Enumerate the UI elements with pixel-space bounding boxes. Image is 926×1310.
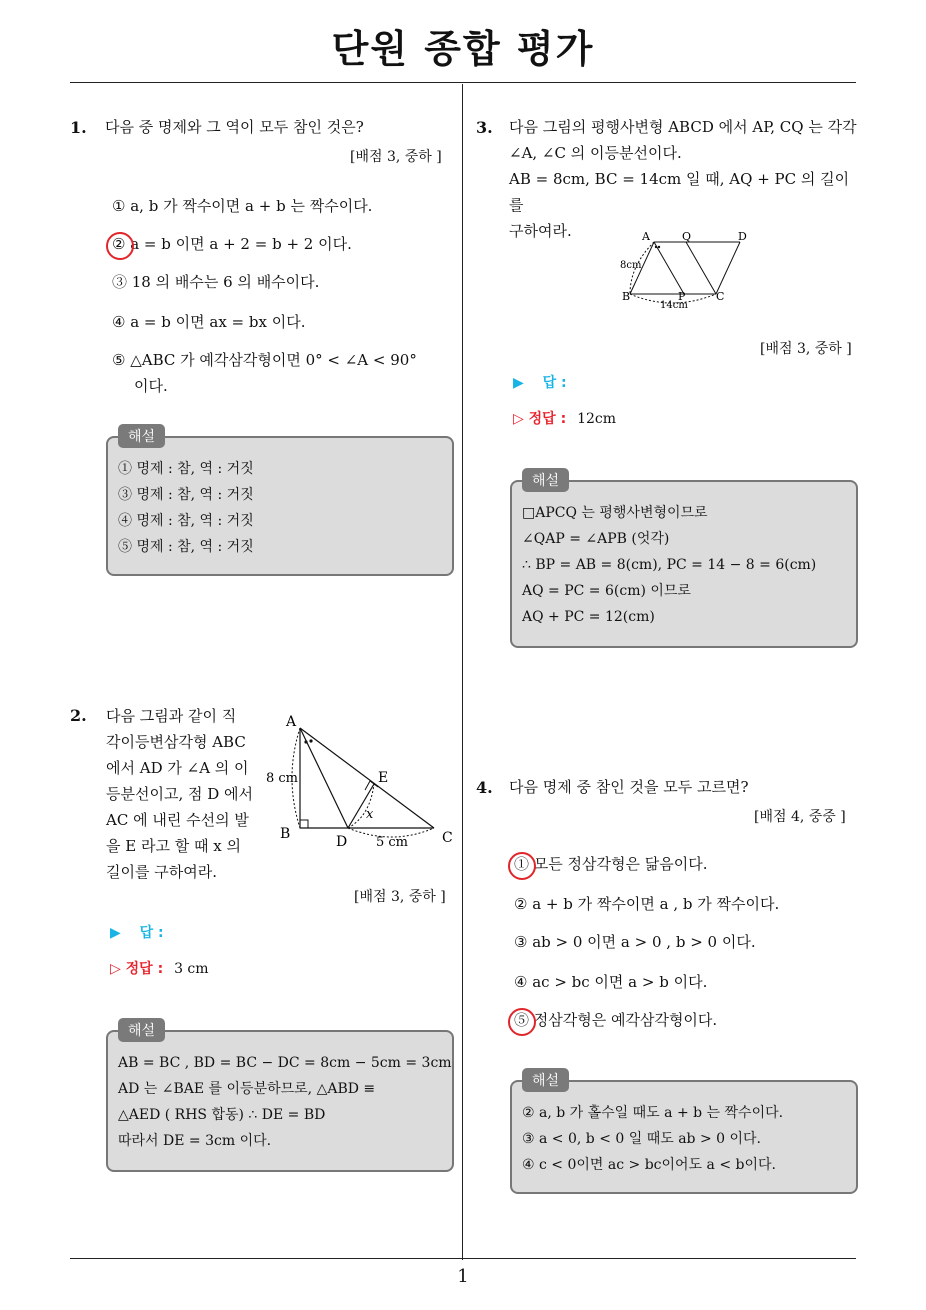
q3-label-a: A (642, 230, 650, 243)
q3-explain-line: AQ + PC = 12(cm) (522, 609, 655, 625)
q3-label-q: Q (682, 230, 692, 243)
q3-label-ab: 8cm (620, 260, 642, 271)
q2-label-a: A (286, 714, 297, 730)
q2-text-line: 에서 AD 가 ∠A 의 이 (106, 759, 249, 777)
play-icon: ▶ (110, 925, 121, 941)
q2-meta: [배점 3, 중하 ] (354, 889, 446, 905)
q2-answer-label: 답 : (139, 925, 164, 941)
q2-explain-line: AB = BC , BD = BC − DC = 8cm − 5cm = 3cm (118, 1055, 452, 1071)
q1-answer-mark (106, 232, 134, 260)
q2-text-line: 등분선이고, 점 D 에서 (106, 785, 254, 803)
q3-parallelogram-figure (616, 226, 756, 314)
triangle-outline-icon: ▷ (110, 961, 121, 977)
q2-triangle-figure (262, 708, 462, 854)
q1-option-4[interactable]: ④ a = b 이면 ax = bx 이다. (112, 313, 306, 331)
q4-option-1[interactable]: ① 모든 정삼각형은 닮음이다. (514, 855, 708, 873)
page-number: 1 (457, 1266, 469, 1287)
q3-explain-box (510, 480, 858, 648)
page-title: 단원 종합 평가 (331, 27, 595, 71)
q3-explain-line: ∠QAP = ∠APB (엇각) (522, 531, 670, 547)
q3-meta: [배점 3, 중하 ] (760, 341, 852, 357)
q2-explain-line: 따라서 DE = 3cm 이다. (118, 1133, 272, 1149)
column-divider (462, 84, 463, 1260)
q2-text (106, 703, 256, 885)
q4-option-3[interactable]: ③ ab > 0 이면 a > 0 , b > 0 이다. (514, 933, 756, 951)
q1-option-1[interactable]: ① a, b 가 짝수이면 a + b 는 짝수이다. (112, 197, 373, 215)
q4-explain-line: ④ c < 0이면 ac > bc이어도 a < b이다. (522, 1157, 776, 1173)
q2-label-c: C (442, 830, 453, 846)
q2-correct-value: 3 cm (174, 961, 209, 977)
q1-explain-line: ④ 명제 : 참, 역 : 거짓 (118, 513, 254, 529)
q1-explain-line: ⑤ 명제 : 참, 역 : 거짓 (118, 539, 254, 555)
q3-label-bc: 14cm (660, 300, 688, 311)
q2-correct-label: 정답 : (125, 961, 164, 977)
q3-explain-tag: 해설 (522, 468, 569, 492)
q1-explain-line: ③ 명제 : 참, 역 : 거짓 (118, 487, 254, 503)
q3-correct-value: 12cm (577, 411, 616, 427)
q2-text-line: 다음 그림과 같이 직 (106, 707, 237, 725)
q3-text-line: ∠A, ∠C 의 이등분선이다. (509, 144, 682, 162)
q4-option-4[interactable]: ④ ac > bc 이면 a > b 이다. (514, 973, 708, 991)
q2-number: 2. (70, 706, 87, 725)
q3-label-c: C (716, 290, 725, 303)
play-icon: ▶ (513, 375, 524, 391)
q4-explain-tag: 해설 (522, 1068, 569, 1092)
q4-text: 다음 명제 중 참인 것을 모두 고르면? (509, 778, 749, 796)
q3-text-line: AB = 8cm, BC = 14cm 일 때, AQ + PC 의 길이를 (509, 170, 850, 214)
triangle-outline-icon: ▷ (513, 411, 524, 427)
q4-option-2[interactable]: ② a + b 가 짝수이면 a , b 가 짝수이다. (514, 895, 780, 913)
top-rule (70, 82, 856, 83)
q2-label-ab: 8 cm (266, 771, 299, 786)
q3-text (509, 114, 859, 244)
q4-explain-line: ② a, b 가 홀수일 때도 a + b 는 짝수이다. (522, 1105, 784, 1121)
q2-explain-line: △AED ( RHS 합동) ∴ DE = BD (118, 1107, 326, 1123)
q4-explain-box (510, 1080, 858, 1194)
q3-explain-line: □APCQ 는 평행사변형이므로 (522, 505, 708, 521)
q2-explain-line: AD 는 ∠BAE 를 이등분하므로, △ABD ≡ (118, 1081, 376, 1097)
q3-explain-line: AQ = PC = 6(cm) 이므로 (522, 583, 691, 599)
q3-text-line: 다음 그림의 평행사변형 ABCD 에서 AP, CQ 는 각각 (509, 118, 857, 136)
q2-label-x: x (366, 807, 374, 822)
q4-answer-mark-1 (508, 852, 536, 880)
bottom-rule (70, 1258, 856, 1259)
q1-option-2[interactable]: ② a = b 이면 a + 2 = b + 2 이다. (112, 235, 352, 253)
q3-correct-label: 정답 : (528, 411, 567, 427)
q3-correct-row (513, 408, 616, 428)
q3-answer-row[interactable] (513, 372, 567, 392)
q2-text-line: 을 E 라고 할 때 x 의 (106, 837, 241, 855)
q2-label-e: E (378, 770, 389, 786)
q3-label-b: B (622, 290, 631, 303)
q1-meta: [배점 3, 중하 ] (350, 149, 442, 165)
q1-option-5-cont: 이다. (134, 377, 168, 395)
q4-answer-mark-5 (508, 1008, 536, 1036)
q3-label-d: D (738, 230, 747, 243)
q3-label-p: P (678, 290, 686, 303)
q3-text-line: 구하여라. (509, 222, 572, 240)
q1-explain-tag: 해설 (118, 424, 165, 448)
q3-explain-line: ∴ BP = AB = 8(cm), PC = 14 − 8 = 6(cm) (522, 557, 817, 573)
q2-label-b: B (280, 826, 291, 842)
q1-text: 다음 중 명제와 그 역이 모두 참인 것은? (105, 118, 364, 136)
q1-explain-line: ① 명제 : 참, 역 : 거짓 (118, 461, 254, 477)
q3-number: 3. (476, 118, 493, 137)
q4-explain-line: ③ a < 0, b < 0 일 때도 ab > 0 이다. (522, 1131, 762, 1147)
q2-text-line: 길이를 구하여라. (106, 863, 217, 881)
q2-text-line: AC 에 내린 수선의 발 (106, 811, 249, 829)
q1-explain-box (106, 436, 454, 576)
q2-explain-box (106, 1030, 454, 1172)
q2-correct-row (110, 958, 209, 978)
q2-text-line: 각이등변삼각형 ABC (106, 733, 246, 751)
q4-option-5[interactable]: ⑤ 정삼각형은 예각삼각형이다. (514, 1011, 718, 1029)
q4-meta: [배점 4, 중중 ] (754, 809, 846, 825)
q2-answer-row[interactable] (110, 922, 164, 942)
q1-option-3[interactable]: ③ 18 의 배수는 6 의 배수이다. (112, 273, 320, 291)
q3-answer-label: 답 : (542, 375, 567, 391)
q2-label-dc: 5 cm (376, 835, 409, 850)
q1-option-5[interactable]: ⑤ △ABC 가 예각삼각형이면 0° < ∠A < 90° (112, 351, 417, 369)
q1-number: 1. (70, 118, 87, 137)
q4-number: 4. (476, 778, 493, 797)
q2-explain-tag: 해설 (118, 1018, 165, 1042)
q2-label-d: D (336, 834, 348, 850)
